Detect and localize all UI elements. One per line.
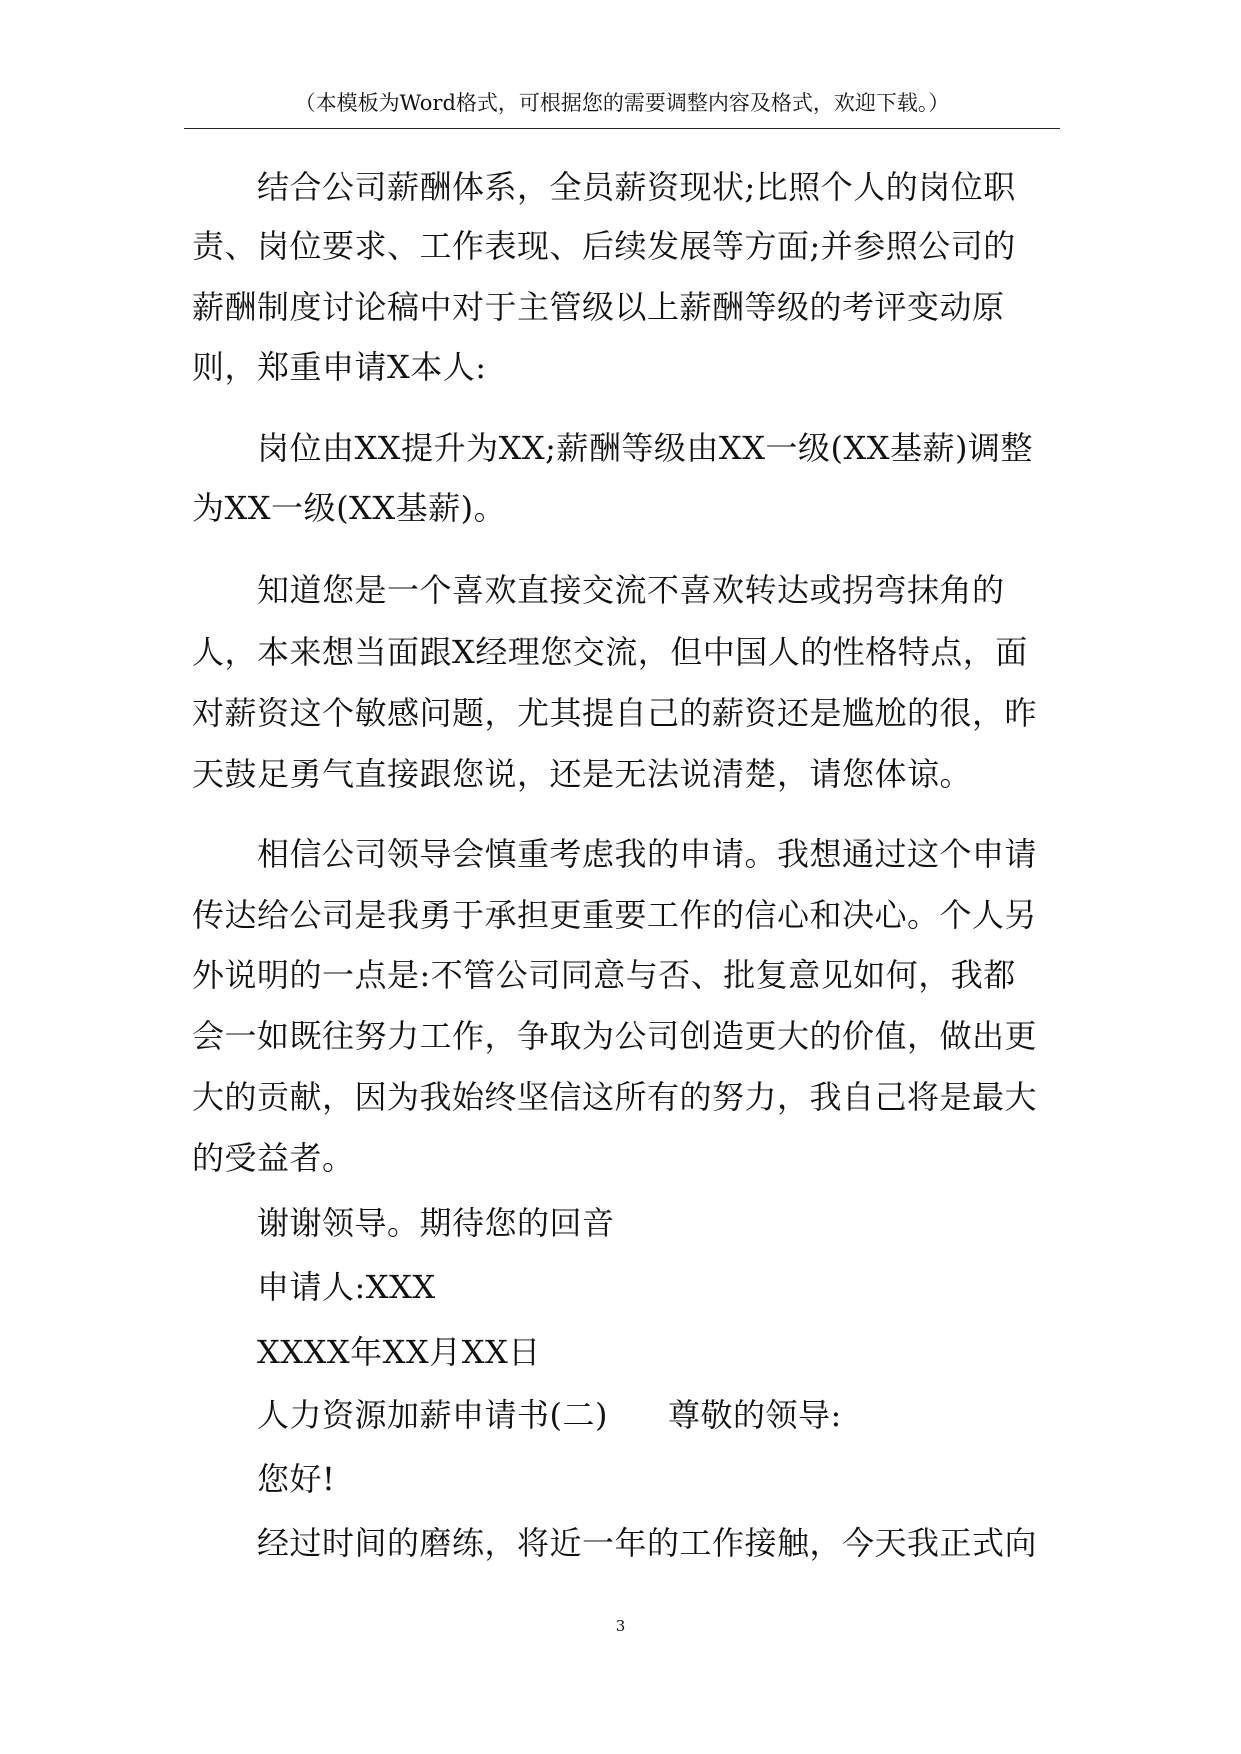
header-divider bbox=[184, 128, 1060, 129]
paragraph-line: 则，郑重申请X本人: bbox=[192, 348, 487, 386]
paragraph-line: 经过时间的磨练，将近一年的工作接触，今天我正式向 bbox=[257, 1524, 1038, 1562]
page-number: 3 bbox=[615, 1617, 626, 1635]
paragraph-line: 相信公司领导会慎重考虑我的申请。我想通过这个申请 bbox=[257, 835, 1038, 873]
paragraph-line: 责、岗位要求、工作表现、后续发展等方面;并参照公司的 bbox=[192, 227, 1016, 265]
paragraph-line: 大的贡献，因为我始终坚信这所有的努力，我自己将是最大 bbox=[192, 1078, 1038, 1116]
paragraph-line: 结合公司薪酬体系，全员薪资现状;比照个人的岗位职 bbox=[257, 168, 1016, 206]
closing-thanks: 谢谢领导。期待您的回音 bbox=[257, 1204, 615, 1242]
paragraph-line: 薪酬制度讨论稿中对于主管级以上薪酬等级的考评变动原 bbox=[192, 288, 1005, 326]
applicant-signature: 申请人:XXX bbox=[257, 1268, 436, 1306]
paragraph-line: 天鼓足勇气直接跟您说，还是无法说清楚，请您体谅。 bbox=[192, 755, 973, 793]
signature-date: XXXX年XX月XX日 bbox=[257, 1333, 541, 1371]
paragraph-line: 岗位由XX提升为XX;薪酬等级由XX一级(XX基薪)调整 bbox=[257, 429, 1034, 467]
salutation: 尊敬的领导: bbox=[667, 1396, 842, 1434]
template-notice: （本模板为Word格式，可根据您的需要调整内容及格式，欢迎下载。） bbox=[294, 91, 950, 115]
paragraph-line: 为XX一级(XX基薪)。 bbox=[192, 489, 507, 527]
paragraph-line: 知道您是一个喜欢直接交流不喜欢转达或拐弯抹角的 bbox=[257, 571, 1005, 609]
paragraph-line: 的受益者。 bbox=[192, 1139, 355, 1177]
paragraph-line: 外说明的一点是:不管公司同意与否、批复意见如何，我都 bbox=[192, 956, 1016, 994]
section-heading-line bbox=[257, 1395, 842, 1435]
paragraph-line: 传达给公司是我勇于承担更重要工作的信心和决心。个人另 bbox=[192, 896, 1038, 934]
paragraph-line: 对薪资这个敏感问题，尤其提自己的薪资还是尴尬的很，昨 bbox=[192, 694, 1038, 732]
section-title: 人力资源加薪申请书(二) bbox=[257, 1396, 608, 1434]
paragraph-line: 人，本来想当面跟X经理您交流，但中国人的性格特点，面 bbox=[192, 633, 1028, 671]
greeting: 您好! bbox=[257, 1460, 336, 1498]
paragraph-line: 会一如既往努力工作，争取为公司创造更大的价值，做出更 bbox=[192, 1017, 1038, 1055]
